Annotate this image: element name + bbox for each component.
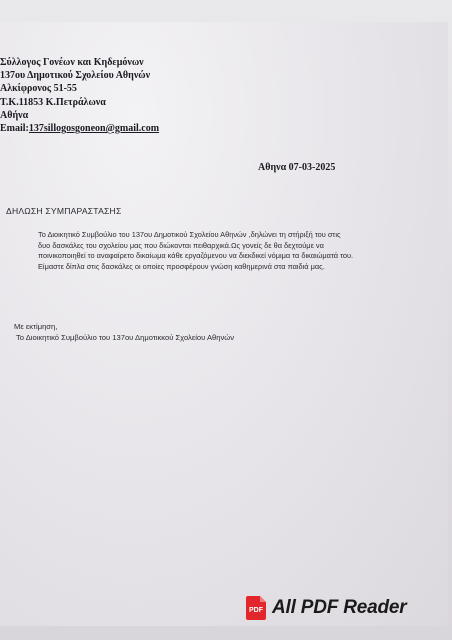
pdf-badge-text: PDF bbox=[249, 607, 263, 614]
app-watermark bbox=[246, 596, 406, 620]
body-line: Το Διοικητικό Συμβούλιο του 137ου Δημοτικού Σχολείου Αθηνών ,δηλώνει τη στήριξή του στις bbox=[38, 230, 341, 239]
letterhead bbox=[0, 56, 159, 135]
closing-block bbox=[14, 321, 234, 344]
postal-code: Τ.Κ.11853 Κ.Πετράλωνα bbox=[0, 96, 106, 108]
document-date: Αθηνα 07-03-2025 bbox=[258, 162, 336, 173]
pdf-file-icon bbox=[246, 596, 266, 620]
email-link[interactable]: 137sillogosgoneon@gmail.com bbox=[28, 123, 160, 135]
watermark-label: All PDF Reader bbox=[272, 597, 407, 618]
body-paragraph bbox=[38, 230, 440, 272]
email-label: Email: bbox=[0, 123, 29, 135]
body-line: ποινικοποιηθεί το αναφαίρετο δικαίωμα κάθε εργαζόμενου να διεκδικεί νόμιμα τα δικαιώματά του. bbox=[38, 251, 354, 261]
school-name: 137ου Δημοτικού Σχολείου Αθηνών bbox=[0, 70, 151, 82]
closing-salutation: Με εκτίμηση, bbox=[14, 322, 58, 331]
document-heading: ΔΗΛΩΣΗ ΣΥΜΠΑΡΑΣΤΑΣΗΣ bbox=[6, 206, 122, 216]
email-line bbox=[0, 122, 159, 135]
city: Αθήνα bbox=[0, 109, 29, 121]
body-line: δυο δασκάλες του σχολείου μας που διώκονται πειθαρχικά.Ως γονείς δε θα δεχτούμε να bbox=[38, 240, 324, 250]
street-address: Αλκίφρονος 51-55 bbox=[0, 83, 77, 95]
pdf-file-icon-shape bbox=[246, 596, 266, 620]
closing-signature: Το Διοικητικό Συμβούλιο του 137ου Δημοτικκού Σχολείου Αθηνών bbox=[16, 333, 235, 343]
body-line: Είμαστε δίπλα στις δασκάλες οι οποίες προσφέρουν γνώση καθημερινά στα παιδιά μας. bbox=[38, 261, 325, 271]
association-name: Σύλλογος Γονέων και Κηδεμόνων bbox=[0, 57, 144, 68]
